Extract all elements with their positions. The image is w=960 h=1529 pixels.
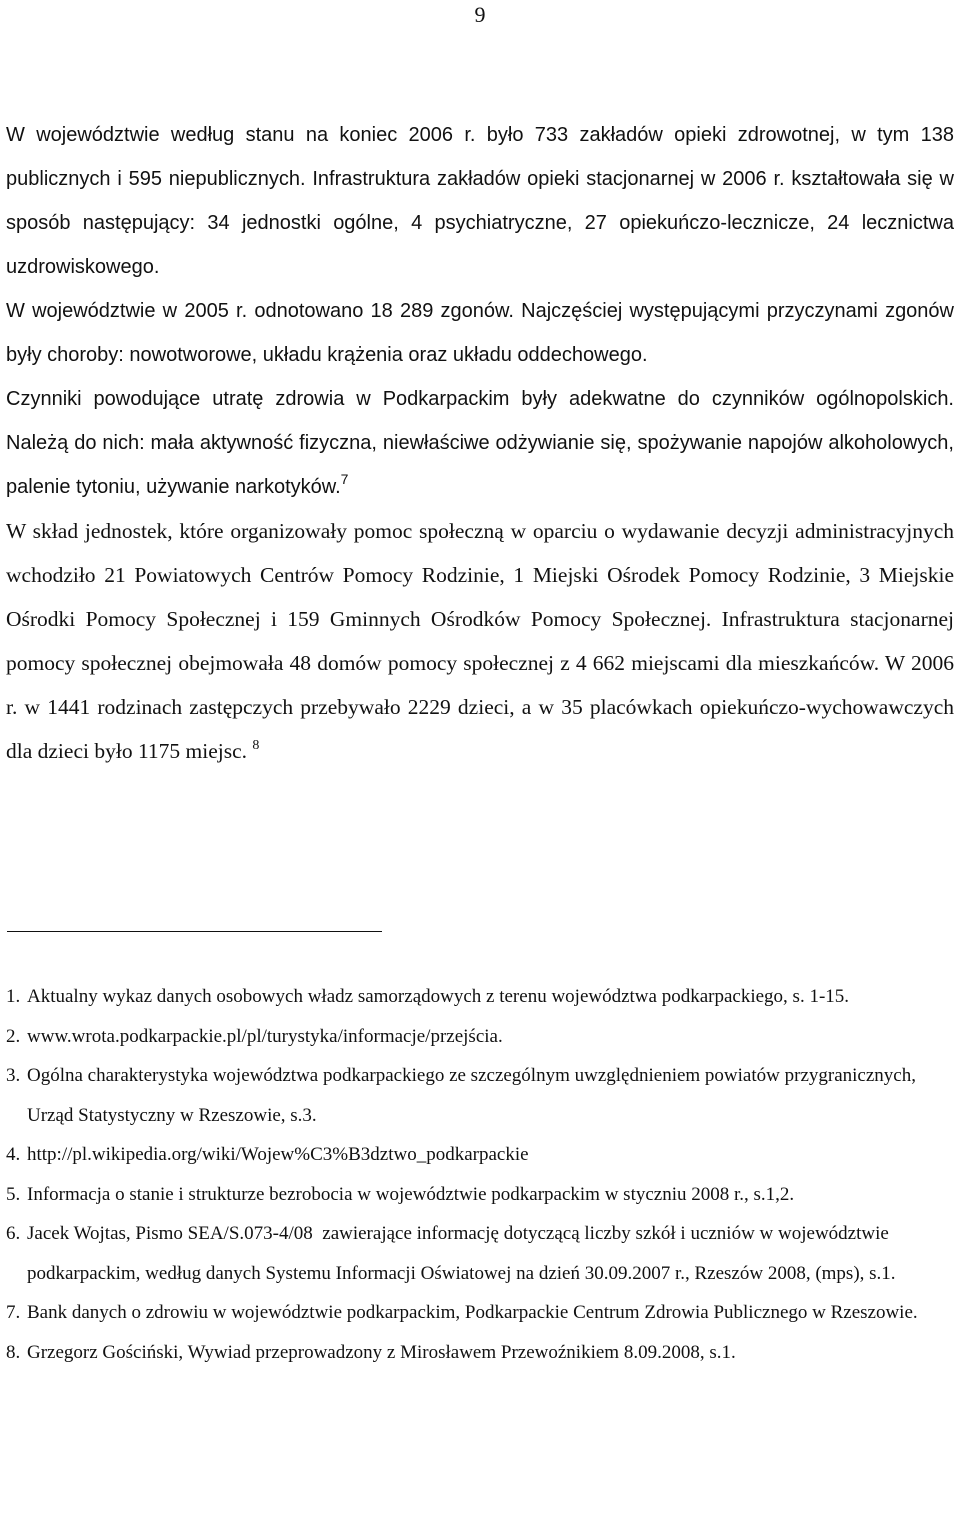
footnote-item bbox=[6, 1056, 954, 1135]
footnote-number: 8. bbox=[6, 1341, 21, 1363]
footnote-item bbox=[6, 1293, 954, 1333]
footnote-text: Ogólna charakterystyka województwa podkarpackiego ze szczególnym uwzględnieniem powiatów przygranicznych, Urząd Statystyczny w Rzeszowie, s.3. bbox=[27, 1065, 921, 1126]
footnote-number: 7. bbox=[6, 1302, 21, 1323]
footnote-item bbox=[6, 1135, 954, 1175]
footnote-number: 3. bbox=[6, 1065, 21, 1086]
footnote-text: Jacek Wojtas, Pismo SEA/S.073-4/08 zawierające informację dotyczącą liczby szkół i uczniów w województwie podkarpackim, według danych Systemu Informacji Oświatowej na dzień 30.09.2007 r., Rzeszów 2008, (mps), s.1. bbox=[27, 1223, 896, 1284]
paragraph-health-factors-text: Czynniki powodujące utratę zdrowia w Podkarpackim były adekwatne do czynników ogólnopolskich. Należą do nich: mała aktywność fizyczna, niewłaściwe odżywianie się, spożywanie napojów alkoholowych, palenie tytoniu, używanie narkotyków. bbox=[6, 388, 954, 498]
footnote-item bbox=[6, 1333, 954, 1373]
footnote-number: 4. bbox=[6, 1144, 21, 1165]
footnote-ref-7: 7 bbox=[340, 471, 349, 487]
page-number: 9 bbox=[474, 2, 486, 27]
paragraph-social-assistance-text: W skład jednostek, które organizowały pomoc społeczną w oparciu o wydawanie decyzji administracyjnych wchodziło 21 Powiatowych Centrów Pomocy Rodzinie, 1 Miejski Ośrodek Pomocy Rodzinie, 3 Miejskie Ośrodki Pomocy Społecznej i 159 Gminnych Ośrodków Pomocy Społecznej. Infrastruktura stacjonarnej pomocy społecznej obejmowała 48 domów pomocy społecznej z 4 662 miejscami dla mieszkańców. W 2006 r. w 1441 rodzinach zastępczych przebywało 2229 dzieci, a w 35 placówkach opiekuńczo-wychowawczych dla dzieci było 1175 miejsc. bbox=[6, 519, 954, 763]
footnote-item bbox=[6, 1175, 954, 1215]
footnote-text: www.wrota.podkarpackie.pl/pl/turystyka/informacje/przejścia. bbox=[27, 1025, 503, 1047]
footnote-item bbox=[6, 1214, 954, 1293]
footnote-text: Aktualny wykaz danych osobowych władz samorządowych z terenu województwa podkarpackiego, s. 1-15. bbox=[27, 986, 850, 1007]
footnote-item bbox=[6, 1017, 954, 1057]
footnote-text: Bank danych o zdrowiu w województwie podkarpackim, Podkarpackie Centrum Zdrowia Publicznego w Rzeszowie. bbox=[27, 1302, 918, 1323]
footnote-number: 6. bbox=[6, 1223, 21, 1244]
footnote-text: http://pl.wikipedia.org/wiki/Wojew%C3%B3dztwo_podkarpackie bbox=[27, 1144, 529, 1165]
footnote-separator bbox=[7, 931, 382, 932]
paragraph-health-factors bbox=[6, 377, 954, 509]
footnote-text: Grzegorz Gościński, Wywiad przeprowadzony z Mirosławem Przewoźnikiem 8.09.2008, s.1. bbox=[27, 1341, 736, 1363]
footnote-number: 2. bbox=[6, 1025, 21, 1047]
paragraph-health-facilities: W województwie według stanu na koniec 2006 r. było 733 zakładów opieki zdrowotnej, w tym 138 publicznych i 595 niepublicznych. Infrastruktura zakładów opieki stacjonarnej w 2006 r. kształtowała się w sposób następujący: 34 jednostki ogólne, 4 psychiatryczne, 27 opiekuńczo-lecznicze, 24 lecznictwa uzdrowiskowego. bbox=[6, 124, 954, 278]
body-text bbox=[6, 113, 954, 773]
footnote-item bbox=[6, 977, 954, 1017]
footnote-ref-8: 8 bbox=[252, 738, 260, 753]
footnote-number: 1. bbox=[6, 986, 21, 1007]
footnote-number: 5. bbox=[6, 1183, 21, 1205]
paragraph-mortality: W województwie w 2005 r. odnotowano 18 289 zgonów. Najczęściej występującymi przyczynami zgonów były choroby: nowotworowe, układu krążenia oraz układu oddechowego. bbox=[6, 300, 954, 366]
paragraph-social-assistance bbox=[6, 509, 954, 773]
footnotes-list bbox=[6, 977, 954, 1372]
footnote-text: Informacja o stanie i strukturze bezrobocia w województwie podkarpackim w styczniu 2008 r., s.1,2. bbox=[27, 1183, 795, 1205]
